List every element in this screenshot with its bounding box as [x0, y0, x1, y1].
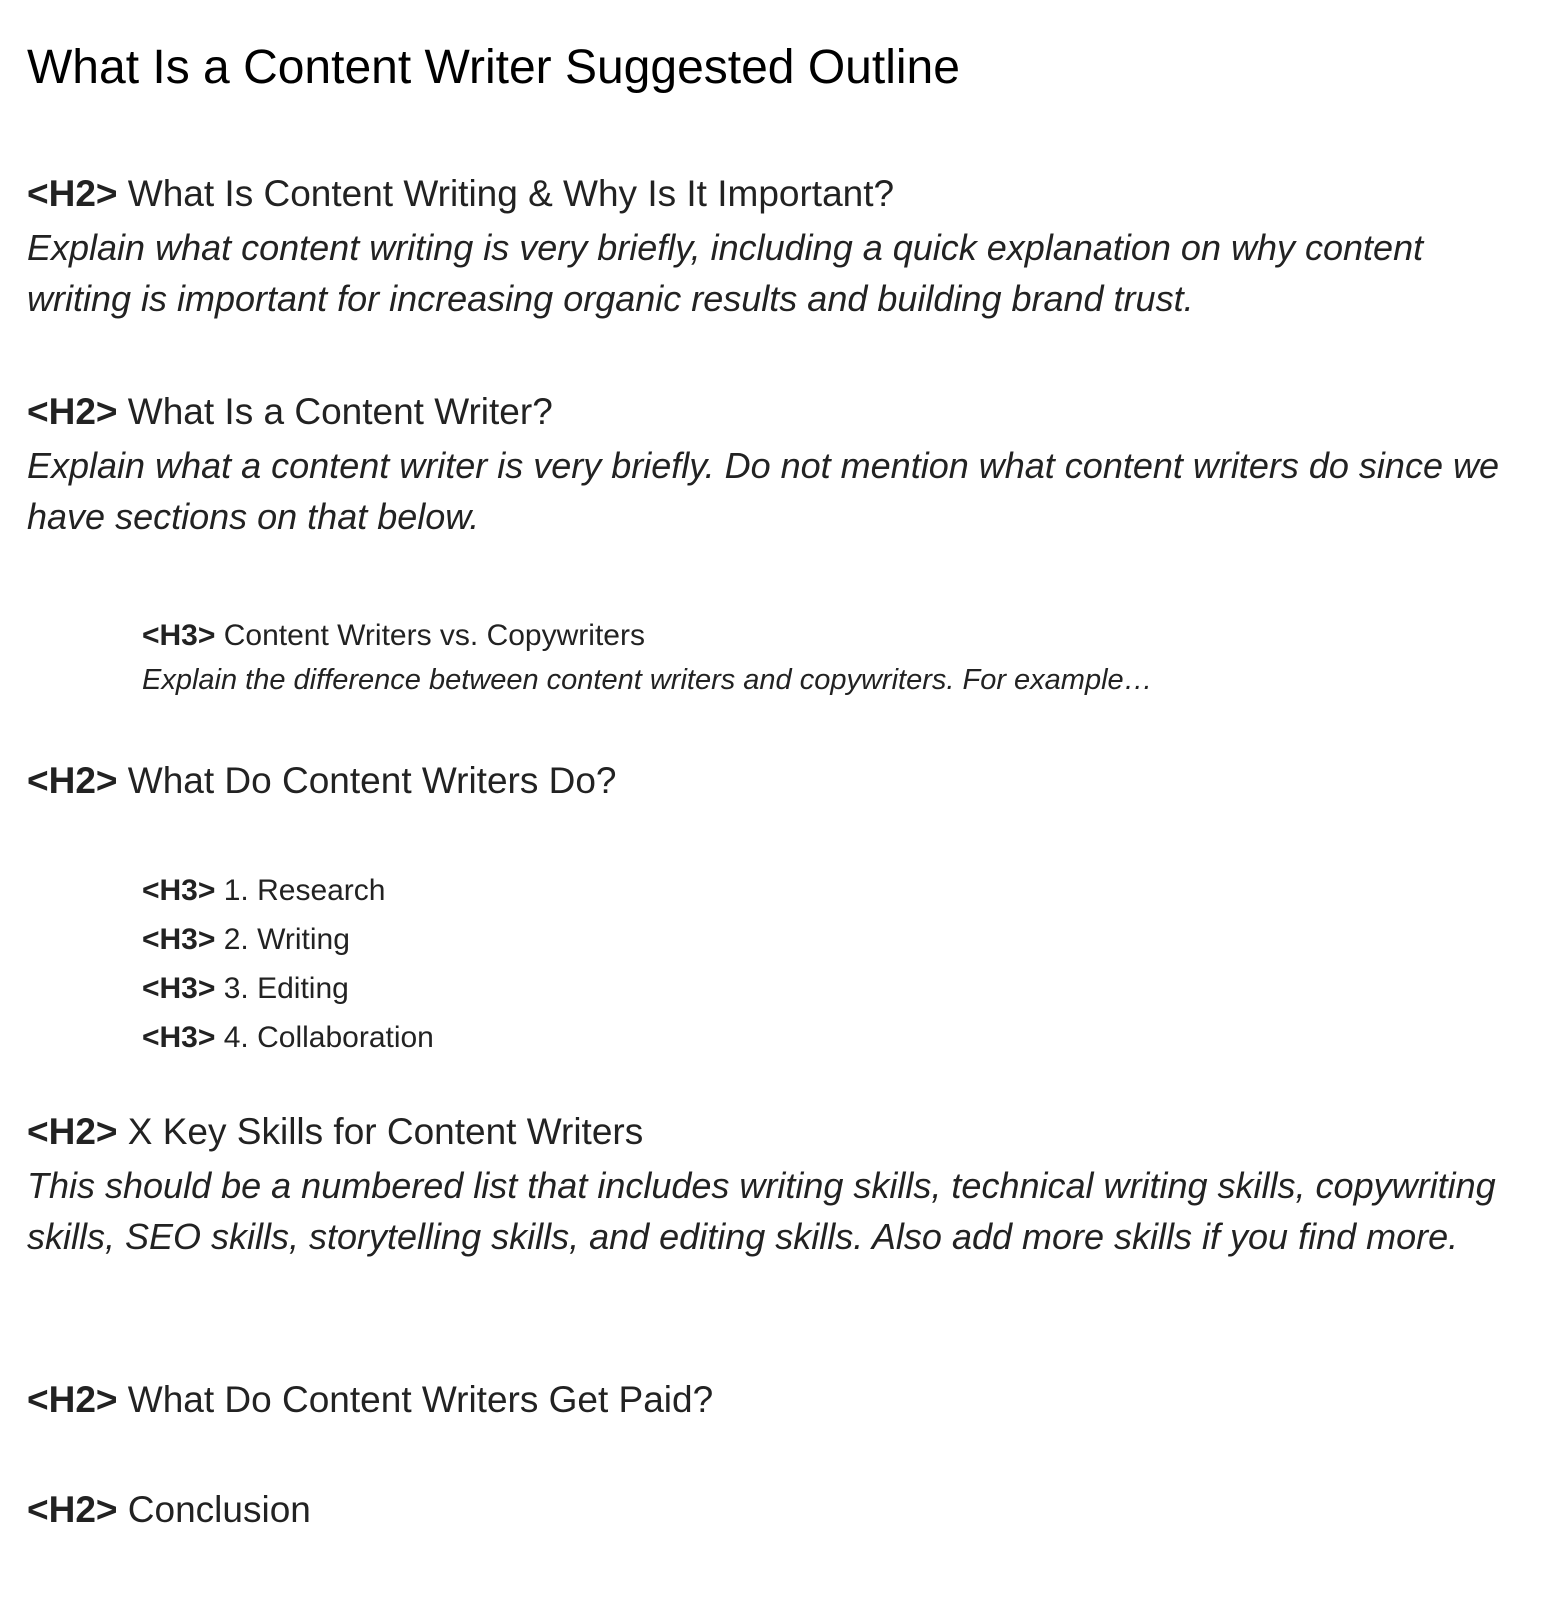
h3-tag: <H3>	[142, 923, 216, 956]
section-note: This should be a numbered list that includes writing skills, technical writing skills, copywriting skills, SEO skills, storytelling skills, and editing skills. Also add more skills if you find more.	[27, 1165, 1496, 1257]
h3-heading-text: 2. Writing	[223, 923, 350, 956]
subsection-writers-vs-copywriters	[142, 611, 1532, 700]
h2-heading	[27, 1376, 1537, 1424]
section-note: Explain what content writing is very briefly, including a quick explanation on why content writing is important for increasing organic results and building brand trust.	[27, 227, 1424, 319]
h2-tag: <H2>	[27, 173, 118, 214]
section-content-writing	[27, 170, 1537, 324]
h2-heading-text: What Is Content Writing & Why Is It Important?	[127, 173, 895, 214]
section-conclusion	[27, 1486, 1537, 1534]
h3-heading-text: 4. Collaboration	[223, 1021, 434, 1054]
h2-tag: <H2>	[27, 1489, 118, 1530]
h3-heading-text: 3. Editing	[223, 972, 349, 1005]
h2-heading	[27, 1486, 1537, 1534]
list-item	[142, 1013, 1532, 1062]
h2-heading	[27, 170, 1537, 218]
h2-heading-text: What Is a Content Writer?	[127, 391, 553, 432]
h2-tag: <H2>	[27, 1379, 118, 1420]
h2-heading-text: What Do Content Writers Get Paid?	[127, 1379, 714, 1420]
h3-tag: <H3>	[142, 972, 216, 1005]
section-what-writers-do	[27, 757, 1537, 805]
list-item	[142, 964, 1532, 1013]
section-key-skills	[27, 1108, 1537, 1262]
h2-heading-text: Conclusion	[127, 1489, 311, 1530]
subsection-list-what-writers-do	[142, 866, 1532, 1062]
h2-tag: <H2>	[27, 391, 118, 432]
page-title: What Is a Content Writer Suggested Outline	[27, 41, 960, 94]
section-content-writer	[27, 388, 1537, 542]
h2-heading-text: X Key Skills for Content Writers	[127, 1111, 644, 1152]
list-item	[142, 915, 1532, 964]
h2-heading	[27, 757, 1537, 805]
section-pay	[27, 1376, 1537, 1424]
h3-heading-text: 1. Research	[223, 874, 386, 907]
h2-heading	[27, 1108, 1537, 1156]
h2-tag: <H2>	[27, 760, 118, 801]
h3-heading-text: Content Writers vs. Copywriters	[223, 619, 645, 652]
section-note: Explain what a content writer is very briefly. Do not mention what content writers do since we have sections on that below.	[27, 445, 1499, 537]
list-item	[142, 866, 1532, 915]
h3-tag: <H3>	[142, 619, 216, 652]
h3-tag: <H3>	[142, 1021, 216, 1054]
h2-tag: <H2>	[27, 1111, 118, 1152]
h2-heading-text: What Do Content Writers Do?	[127, 760, 617, 801]
h2-heading	[27, 388, 1537, 436]
h3-tag: <H3>	[142, 874, 216, 907]
h3-heading	[142, 611, 1532, 660]
subsection-note: Explain the difference between content writers and copywriters. For example…	[142, 664, 1153, 696]
